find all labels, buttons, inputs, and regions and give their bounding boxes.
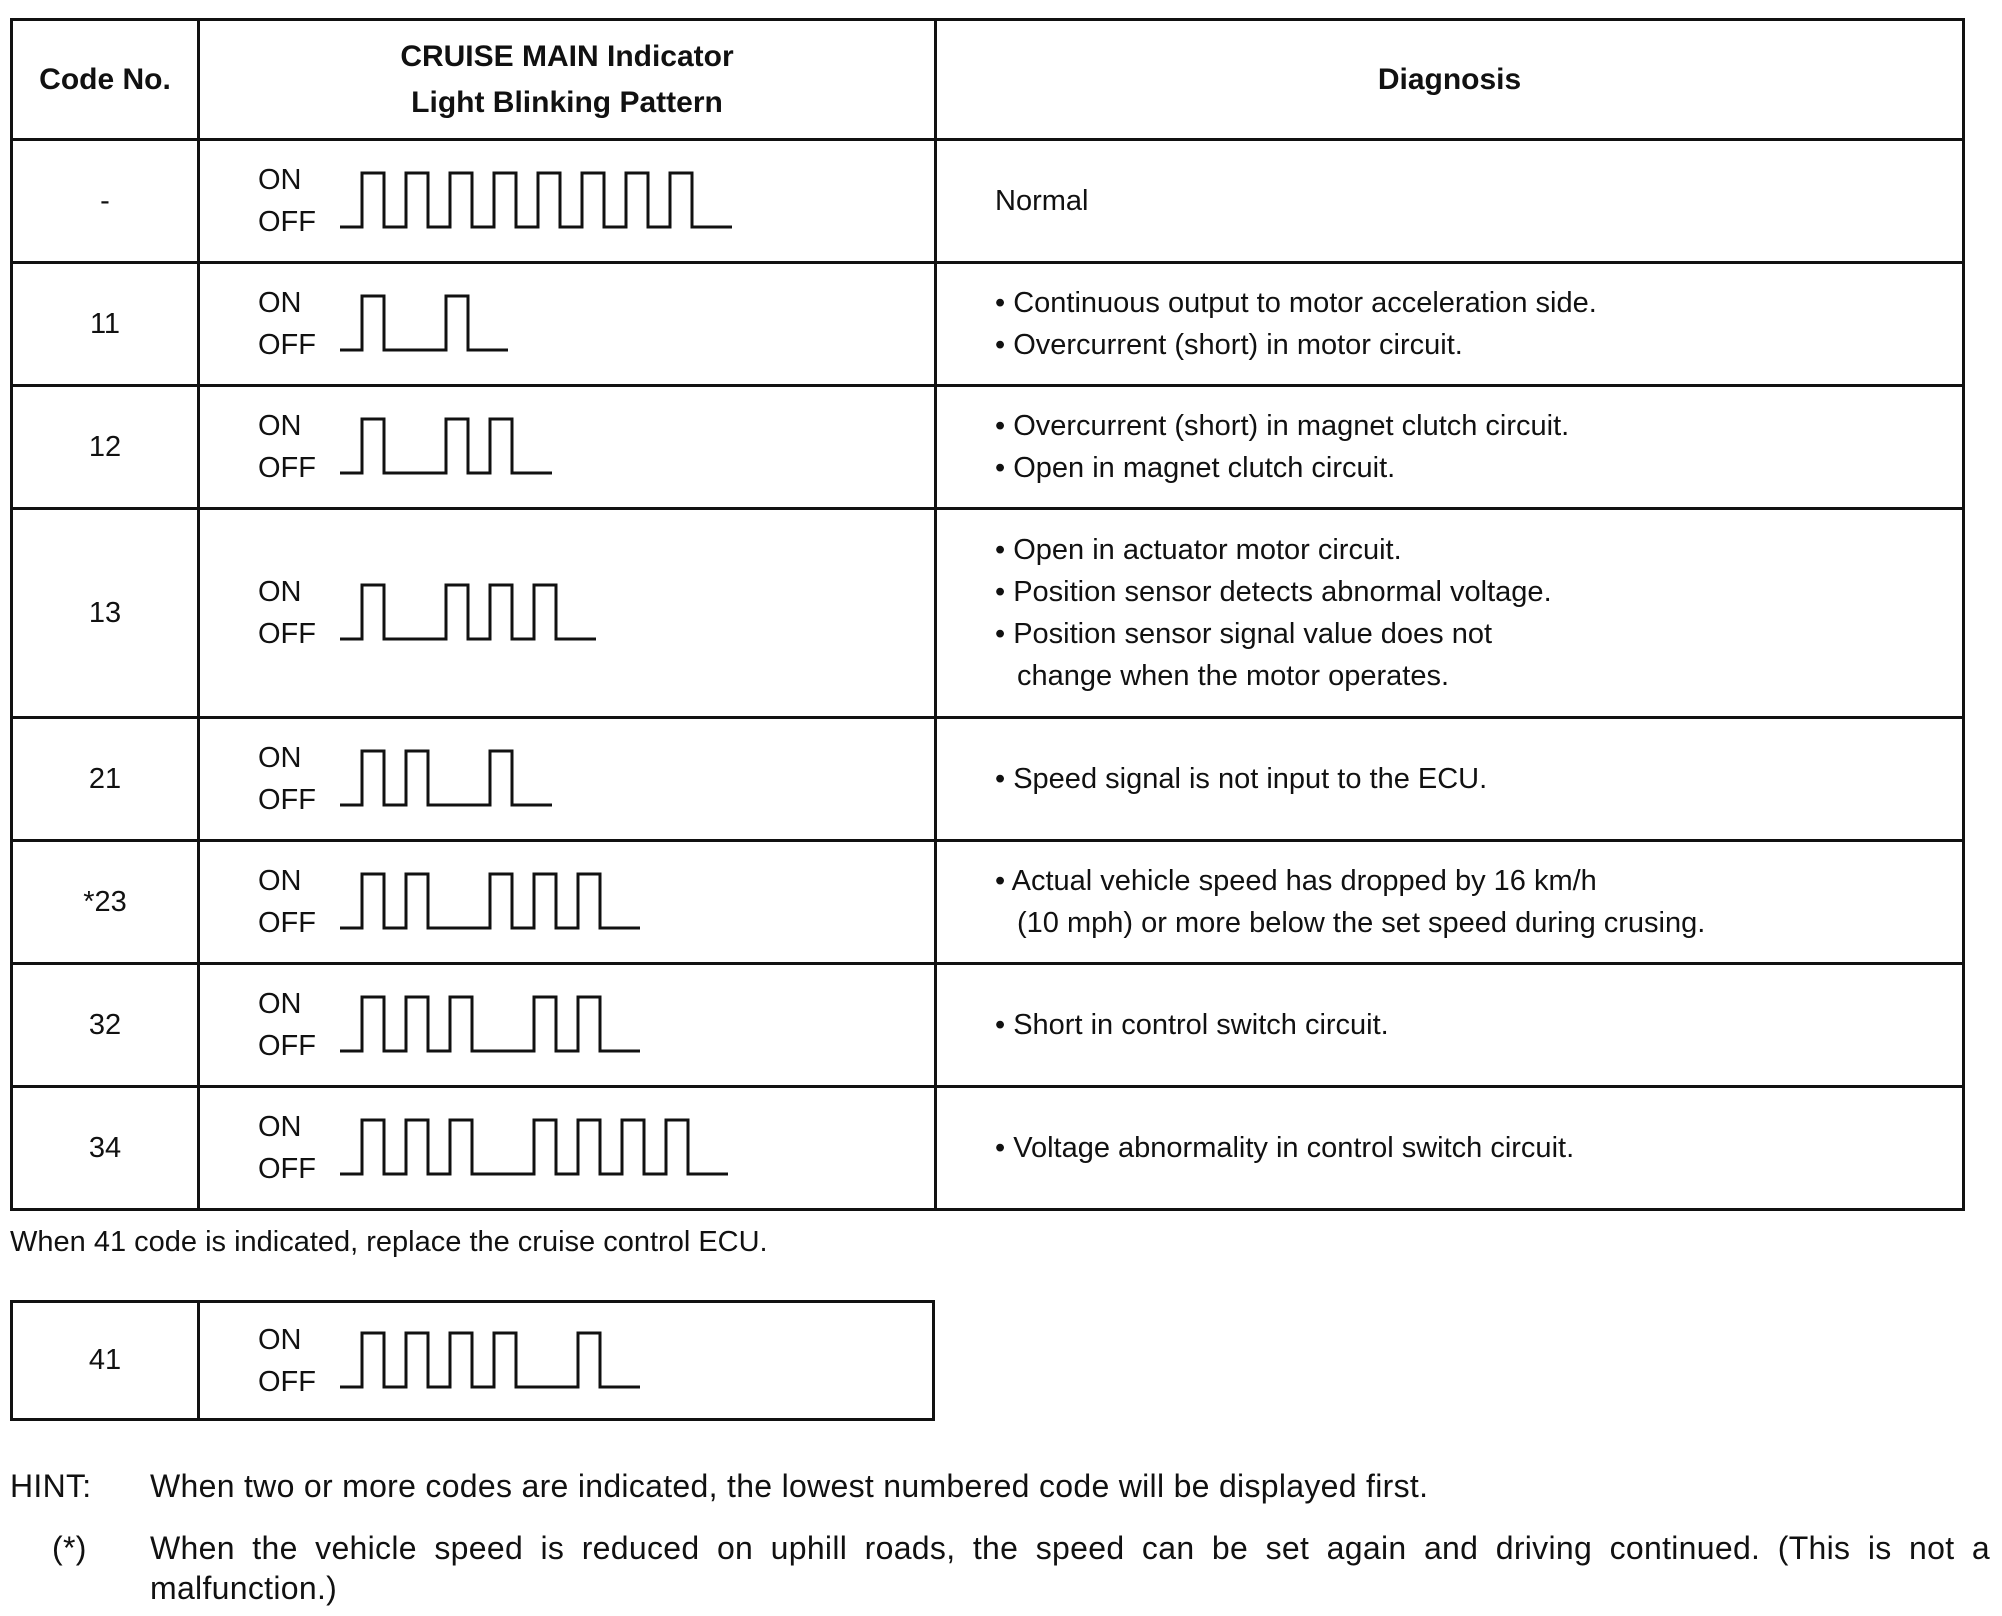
diagnosis-line: • Continuous output to motor acceleration side. <box>995 287 1597 319</box>
on-label: ON <box>258 988 302 1020</box>
code41-note: When 41 code is indicated, replace the cruise control ECU. <box>10 1226 768 1258</box>
diagnosis-line: • Short in control switch circuit. <box>995 1009 1389 1041</box>
header-pattern-line1: CRUISE MAIN Indicator <box>400 39 734 73</box>
blinking-pattern-cell <box>199 140 936 263</box>
diagnostic-code-table <box>10 18 1965 1211</box>
off-label: OFF <box>258 784 316 816</box>
waveform-path <box>340 1120 728 1174</box>
diagnosis-line: • Overcurrent (short) in magnet clutch circuit. <box>995 410 1570 442</box>
waveform-path <box>340 751 552 805</box>
diagnosis-cell <box>936 509 1964 718</box>
on-label: ON <box>258 164 302 196</box>
off-label: OFF <box>258 206 316 238</box>
diagnosis-line: • Actual vehicle speed has dropped by 16 km/h <box>995 865 1597 897</box>
code-number: 34 <box>12 1087 199 1210</box>
diagnosis-line: • Open in magnet clutch circuit. <box>995 452 1396 484</box>
blinking-pattern-cell <box>199 718 936 841</box>
on-off-labels <box>258 737 316 821</box>
diagnosis-cell <box>936 841 1964 964</box>
code41-pattern-cell <box>199 1302 934 1420</box>
waveform-path <box>340 419 552 473</box>
on-label: ON <box>258 865 302 897</box>
on-label: ON <box>258 1111 302 1143</box>
on-off-labels <box>258 159 316 243</box>
off-label: OFF <box>258 618 316 650</box>
diagnosis-line: Normal <box>995 185 1089 217</box>
diagnosis-cell <box>936 140 1964 263</box>
code41-table <box>10 1300 935 1421</box>
blinking-pattern-cell <box>199 1087 936 1210</box>
hint-text: When two or more codes are indicated, the lowest numbered code will be displayed first. <box>150 1468 1429 1504</box>
waveform-path <box>340 997 640 1051</box>
footnote-mark: (*) <box>52 1530 87 1566</box>
off-label: OFF <box>258 1030 316 1062</box>
table-row <box>12 718 1964 841</box>
on-off-labels <box>258 1106 316 1190</box>
blinking-pattern-cell <box>199 386 936 509</box>
diagnosis-line: • Position sensor detects abnormal voltage. <box>995 576 1552 608</box>
on-label: ON <box>258 287 302 319</box>
waveform-path <box>340 874 640 928</box>
on-off-labels <box>258 1319 316 1403</box>
code-number: *23 <box>12 841 199 964</box>
on-off-labels <box>258 983 316 1067</box>
off-label: OFF <box>258 329 316 361</box>
diagnosis-line: • Voltage abnormality in control switch circuit. <box>995 1132 1575 1164</box>
on-label: ON <box>258 1323 302 1356</box>
table-row <box>12 964 1964 1087</box>
diagnosis-cell <box>936 964 1964 1087</box>
waveform-path <box>340 173 732 227</box>
diagnosis-line: • Open in actuator motor circuit. <box>995 534 1402 566</box>
diagnosis-cell <box>936 386 1964 509</box>
code41-row <box>12 1302 934 1420</box>
off-label: OFF <box>258 1365 316 1398</box>
blinking-pattern-cell <box>199 509 936 718</box>
blinking-pattern-waveform <box>340 411 900 483</box>
table-row <box>12 509 1964 718</box>
diagnosis-cell <box>936 263 1964 386</box>
code-number: 12 <box>12 386 199 509</box>
blinking-pattern-waveform <box>340 577 900 649</box>
diagnosis-line: • Speed signal is not input to the ECU. <box>995 763 1488 795</box>
blinking-pattern-cell <box>199 263 936 386</box>
diagnosis-line: change when the motor operates. <box>1017 660 1450 692</box>
off-label: OFF <box>258 452 316 484</box>
waveform-path <box>340 1333 640 1387</box>
off-label: OFF <box>258 1153 316 1185</box>
header-blinking-pattern <box>199 20 936 140</box>
on-off-labels <box>258 860 316 944</box>
on-off-labels <box>258 405 316 489</box>
header-code-no: Code No. <box>12 20 199 140</box>
on-label: ON <box>258 742 302 774</box>
table-row <box>12 1087 1964 1210</box>
blinking-pattern-cell <box>199 841 936 964</box>
table-row <box>12 386 1964 509</box>
hint-label: HINT: <box>10 1468 92 1504</box>
blinking-pattern-waveform <box>340 866 900 938</box>
diagnosis-line: • Overcurrent (short) in motor circuit. <box>995 329 1463 361</box>
blinking-pattern-cell <box>199 964 936 1087</box>
header-pattern-line2: Light Blinking Pattern <box>411 85 723 119</box>
header-diagnosis: Diagnosis <box>936 20 1964 140</box>
diagnosis-line: • Position sensor signal value does not <box>995 618 1493 650</box>
waveform-path <box>340 585 596 639</box>
code-number: 21 <box>12 718 199 841</box>
code-number: 32 <box>12 964 199 1087</box>
diagnosis-line: (10 mph) or more below the set speed during crusing. <box>1017 907 1706 939</box>
on-off-labels <box>258 571 316 655</box>
table-row <box>12 841 1964 964</box>
table-row <box>12 140 1964 263</box>
on-label: ON <box>258 576 302 608</box>
blinking-pattern-waveform <box>340 1112 900 1184</box>
table-row <box>12 263 1964 386</box>
code41-code: 41 <box>12 1302 199 1420</box>
diagnosis-cell <box>936 1087 1964 1210</box>
blinking-pattern-waveform <box>340 1325 900 1397</box>
diagnosis-cell <box>936 718 1964 841</box>
blinking-pattern-waveform <box>340 165 900 237</box>
code-number: 11 <box>12 263 199 386</box>
off-label: OFF <box>258 907 316 939</box>
table-body <box>12 140 1964 1210</box>
hint <box>10 1468 1962 1505</box>
blinking-pattern-waveform <box>340 989 900 1061</box>
footnote-text: When the vehicle speed is reduced on uphill roads, the speed can be set again and driving continued. (This is not a malfunction.) <box>150 1530 1990 1606</box>
on-label: ON <box>258 410 302 442</box>
blinking-pattern-waveform <box>340 743 900 815</box>
on-off-labels <box>258 282 316 366</box>
code-number: 13 <box>12 509 199 718</box>
code-number: - <box>12 140 199 263</box>
blinking-pattern-waveform <box>340 288 900 360</box>
waveform-path <box>340 296 508 350</box>
table-header-row <box>12 20 1964 140</box>
